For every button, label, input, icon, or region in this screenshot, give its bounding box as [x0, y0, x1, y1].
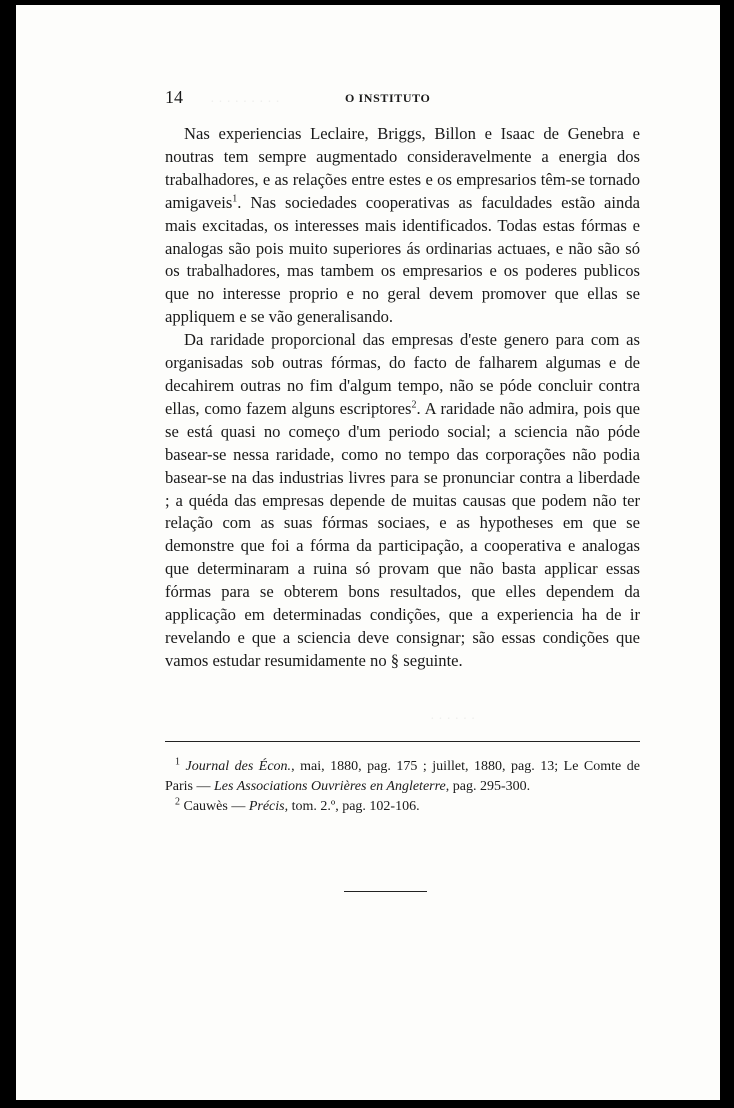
footnote-reference: 2: [411, 399, 417, 411]
footnote-work: Les Associations Ouvrières en Angleterre: [214, 779, 446, 794]
footnote-reference: 1: [232, 193, 238, 205]
footnote: [165, 797, 640, 817]
body-text: [165, 123, 640, 673]
footnote-work: Précis: [248, 799, 285, 814]
paragraph-text: . A raridade não admira, pois que se está quasi no começo d'um periodo social; a sciencia não póde basear-se nessa raridade, como no tempo das corporações não podia basear-se na das industrias livres para se pronunciar contra a liberdade ; a quéda das empresas depende de muitas causas que podem não ter relação com as suas fórmas sociaes, e as hypotheses em que se demonstre que foi a fórma da participação, a cooperativa e analogas que determinaram a ruina só provam que não basta applicar essas fórmas para se obterem bons resultados, que elles dependem da applicação em determinadas condições, que a experiencia ha de ir revelando e que a sciencia deve consignar; são essas condições que vamos estudar resumidamente no § seguinte.: [165, 398, 640, 670]
page-header: [165, 87, 640, 113]
paragraph: [165, 123, 640, 329]
end-of-chapter-rule: [344, 891, 427, 892]
show-through-text: · · · · · · · · ·: [210, 95, 280, 110]
paragraph-text: Nas experiencias Leclaire, Briggs, Billon e Isaac de Genebra e noutras tem sempre augmentado consideravelmente a energia dos trabalhadores, e as relações entre estes e os empresarios têm-se tornado amigaveis: [165, 124, 640, 212]
footnote-marker: 1: [175, 756, 180, 768]
footnote-details: , mai, 1880, pag. 175 ; juillet, 1880, pag. 13; Le Comte de Paris —: [165, 759, 640, 794]
footnote-pages: , pag. 295-300.: [445, 779, 531, 794]
footnote-separator: [165, 741, 640, 742]
paragraph-text: Da raridade proporcional das empresas d'este genero para com as organisadas sob outras fórmas, do facto de falharem algumas e de decahirem outras no fim d'algum tempo, não se póde concluir contra ellas, como fazem alguns escriptores: [165, 330, 640, 418]
paragraph-text: . Nas sociedades cooperativas as faculdades estão ainda mais excitadas, os interesses mais identificados. Todas estas fórmas e analogas são pois muito superiores ás ordinarias actuaes, e não são só os trabalhadores, mas tambem os empresarios e os poderes publicos que no interesse proprio e no geral devem promover que ellas se appliquem e se vão generalisando.: [165, 192, 640, 327]
footnote-marker: 2: [175, 796, 180, 808]
paragraph: [165, 329, 640, 673]
footnote-author: Cauwès —: [183, 799, 246, 814]
footnote: [165, 757, 640, 797]
footnotes: [165, 757, 640, 817]
page-number: 14: [165, 87, 183, 107]
show-through-text: · · · · · ·: [430, 712, 476, 727]
footnote-pages: , tom. 2.º, pag. 102-106.: [284, 799, 420, 814]
running-title: O INSTITUTO: [345, 91, 431, 105]
footnote-journal: Journal des Écon.: [185, 759, 292, 774]
